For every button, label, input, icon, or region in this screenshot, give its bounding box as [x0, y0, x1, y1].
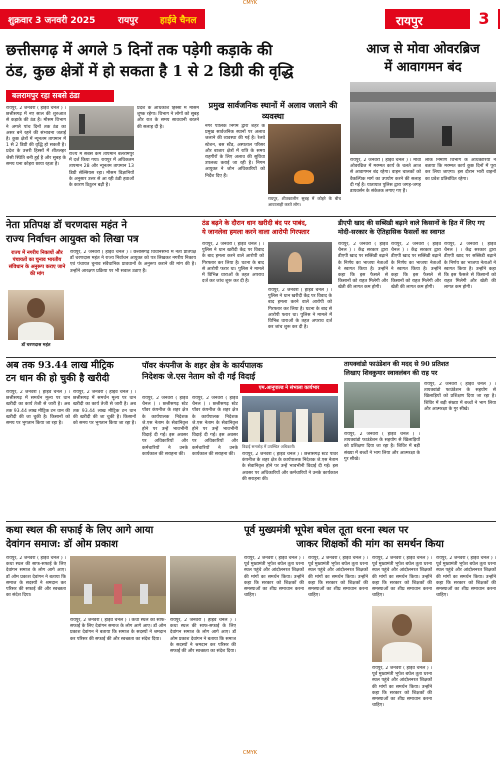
matric-body-1: रायपुर, 2 जनवरी ( हाईवे चैनल ) । छत्तीसगढ़ में समर्थन मूल्य पर धान खरीदी का कार्य तेजी से जारी है। अब तक 93.44 लाख मीट्रिक टन धान की खरीदी की जा चुकी है। किसानों को समय पर भुगतान किया जा रहा है। [6, 390, 70, 427]
mahant-photo-label: डॉ चरणदास महंत [21, 343, 51, 348]
taekwondo-body-2: रायपुर, 2 जनवरी ( हाईवे चैनल ) । तायक्वांडो फाउंडेशन के सहयोग से खिलाड़ियों को प्रशिक्षण दिया जा रहा है। शिविर में बड़ी संख्या में बच्चों ने भाग लिया और आत्मरक्षा के गुर सीखे। [344, 432, 420, 462]
bhupesh-body-3: रायपुर, 2 जनवरी ( हाईवे चैनल ) । पूर्व मुख्यमंत्री भूपेश बघेल तूता धरना स्थल पहुंचे और आंदोलनरत शिक्षकों की मांगों का समर्थन किया। उन्होंने कहा कि सरकार को शिक्षकों की समस्याओं का शीघ्र समाधान करना चाहिए। [372, 556, 432, 599]
lead-body-col-3: प्रदेश के अधिकांश हिस्सों में मौसम शुष्क रहेगा। विभाग ने लोगों को सुबह और रात के समय सावधानी बरतने की सलाह दी है। [137, 106, 199, 130]
power-photo [242, 396, 338, 442]
taekwondo-headline-line-1: तायक्वांडो फाउंडेशन की मदद से 90 प्रतिशत [344, 360, 449, 368]
dhaan-body-1: रायपुर, 2 जनवरी ( हाईवे चैनल ) । पुलिस ने धान खरीदी केंद्र पर विवाद के बाद हमला करने वाले आरोपी को गिरफ्तार कर लिया है। घटना के बाद से आरोपी फरार था। पुलिस ने मामले में विभिन्न धाराओं के तहत अपराध दर्ज कर जांच शुरू कर दी है। [202, 242, 264, 285]
overbridge-body-1: रायपुर, 2 जनवरी ( हाईवे चैनल ) । मोवा ओवरब्रिज में मरम्मत कार्य के चलते आज से आवागमन बंद रहेगा। वाहन चालकों को वैकल्पिक मार्ग का उपयोग करने की सलाह दी गई है। यातायात पुलिस द्वारा जगह-जगह डायवर्सन के संकेतक लगाए गए हैं। [350, 158, 421, 195]
section-divider-1 [6, 216, 496, 217]
lead-photo-caption: रायपुर, शीतकालीन सुबह में कोहरे के बीच आवाजाही करते लोग। [268, 196, 341, 208]
edition-city: रायपुर [118, 16, 139, 26]
dap-body-1: रायपुर, 2 जनवरी ( हाईवे चैनल ) । केंद्र सरकार द्वारा डीएपी खाद पर सब्सिडी बढ़ाने के निर्णय का भाजपा नेताओं ने स्वागत किया है। उन्होंने कहा कि इस फैसले से किसानों को राहत मिलेगी और खेती की लागत कम होगी। [338, 242, 388, 291]
bhupesh-body-4: रायपुर, 2 जनवरी ( हाईवे चैनल ) । पूर्व मुख्यमंत्री भूपेश बघेल तूता धरना स्थल पहुंचे और आंदोलनरत शिक्षकों की मांगों का समर्थन किया। उन्होंने कहा कि सरकार को शिक्षकों की समस्याओं का शीघ्र समाधान करना चाहिए। [372, 666, 432, 709]
dap-headline-line-1: डीएपी खाद की सब्सिडी बढ़ाने वाले किसानों के हित में लिए गए [338, 219, 485, 227]
katha-body-3: रायपुर, 2 जनवरी ( हाईवे चैनल ) । कथा स्थल की साफ-सफाई के लिए देवांगन समाज के लोग आगे आए। डॉ ओम प्रकाश देवांगन ने बताया कि समाज के सदस्यों ने श्रमदान कर परिसर की सफाई की और स्वच्छता का संदेश दिया। [170, 618, 236, 655]
matric-headline-line-2: टन धान की हो चुकी है खरीदी [6, 373, 110, 384]
dap-headline-line-2: मोदी-सरकार के ऐतिहासिक फैसलों का स्वागत [338, 228, 445, 236]
power-body-3: रायपुर, 2 जनवरी ( हाईवे चैनल ) । छत्तीसगढ़ स्टेट पॉवर कंपनीज के शहर क्षेत्र के कार्यपालक निदेशक जे.एस नेताम के सेवानिवृत्त होने पर उन्हें भावभीनी विदाई दी गई। इस अवसर पर अधिकारियों और कर्मचारियों ने उनके कार्यकाल की सराहना की। [242, 452, 338, 482]
katha-headline-line-1: कथा स्थल की सफाई के लिए आगे आया [6, 525, 154, 536]
paper-name: हाईवे चैनल [160, 16, 197, 26]
overbridge-body-2: लोक निर्माण विभाग के अधिकारियों ने बताया कि मरम्मत कार्य कुछ दिनों में पूरा कर लिया जाएगा। इस दौरान भारी वाहनों का प्रवेश प्रतिबंधित रहेगा। [425, 158, 496, 182]
power-body-1: रायपुर, 2 जनवरी ( हाईवे चैनल ) । छत्तीसगढ़ स्टेट पॉवर कंपनीज के शहर क्षेत्र के कार्यपालक निदेशक जे.एस नेताम के सेवानिवृत्त होने पर उन्हें भावभीनी विदाई दी गई। इस अवसर पर अधिकारियों और कर्मचारियों ने उनके कार्यकाल की सराहना की। [142, 396, 188, 457]
bhupesh-photo [372, 606, 432, 662]
katha-body-2: रायपुर, 2 जनवरी ( हाईवे चैनल ) । कथा स्थल की साफ-सफाई के लिए देवांगन समाज के लोग आगे आए। डॉ ओम प्रकाश देवांगन ने बताया कि समाज के सदस्यों ने श्रमदान कर परिसर की सफाई की और स्वच्छता का संदेश दिया। [70, 618, 166, 642]
dhaan-body-2: रायपुर, 2 जनवरी ( हाईवे चैनल ) । पुलिस ने धान खरीदी केंद्र पर विवाद के बाद हमला करने वाले आरोपी को गिरफ्तार कर लिया है। घटना के बाद से आरोपी फरार था। पुलिस ने मामले में विभिन्न धाराओं के तहत अपराध दर्ज कर जांच शुरू कर दी है। [268, 288, 332, 331]
power-headline-line-1: पॉवर कंपनीज के शहर क्षेत्र के कार्यपालक [142, 360, 263, 370]
mahant-body: रायपुर, 2 जनवरी ( हाईवे चैनल ) । छत्तीसगढ़ विधानसभा में नेता प्रतिपक्ष डॉ चरणदास महंत ने राज्य निर्वाचन आयुक्त को पत्र लिखकर नगरीय निकाय एवं पंचायत चुनाव संवैधानिक प्रावधानों के अनुरूप कराने की मांग की है। उन्होंने आरक्षण प्रक्रिया पर भी सवाल उठाए हैं। [70, 250, 196, 274]
sidebar-body-1: नगर पालिक निगम द्वारा शहर के प्रमुख सार्वजनिक स्थानों पर अलाव जलाने की व्यवस्था की गई है। रेलवे स्टेशन, बस स्टैंड, अस्पताल परिसर और बाजार क्षेत्रों में रात्रि के समय राहगीरों के लिए अलाव की सुविधा उपलब्ध कराई जा रही है। निगम आयुक्त ने जोन अधिकारियों को निर्देश दिए हैं। [205, 124, 265, 179]
overbridge-headline-line-2: में आवागमन बंद [384, 60, 462, 75]
cmyk-mark-top: CMYK [242, 0, 258, 6]
section-divider-3 [6, 521, 496, 522]
bhupesh-headline-line-1: पूर्व मुख्यमंत्री भूपेश बघेल तूता धरना स्थल पर [244, 525, 409, 536]
taekwondo-body-1: रायपुर, 2 जनवरी ( हाईवे चैनल ) । तायक्वांडो फाउंडेशन के सहयोग से खिलाड़ियों को प्रशिक्षण दिया जा रहा है। शिविर में बड़ी संख्या में बच्चों ने भाग लिया और आत्मरक्षा के गुर सीखे। [424, 382, 496, 412]
dap-body-3: रायपुर, 2 जनवरी ( हाईवे चैनल ) । केंद्र सरकार द्वारा डीएपी खाद पर सब्सिडी बढ़ाने के निर्णय का भाजपा नेताओं ने स्वागत किया है। उन्होंने कहा कि इस फैसले से किसानों को राहत मिलेगी और खेती की लागत कम होगी। [444, 242, 496, 291]
taekwondo-photo [344, 382, 420, 428]
sidebar-headline: प्रमुख सार्वजनिक स्थानों में अलाव जलाने की व्यवस्था [208, 100, 338, 121]
katha-headline-line-2: देवांगन समाज: डॉ ओम प्रकाश [6, 539, 118, 550]
katha-photo-1 [70, 556, 166, 614]
power-photo-caption: विदाई समारोह में उपस्थित अधिकारी। [242, 444, 296, 449]
bhupesh-body-2: रायपुर, 2 जनवरी ( हाईवे चैनल ) । पूर्व मुख्यमंत्री भूपेश बघेल तूता धरना स्थल पहुंचे और आंदोलनरत शिक्षकों की मांगों का समर्थन किया। उन्होंने कहा कि सरकार को शिक्षकों की समस्याओं का शीघ्र समाधान करना चाहिए। [308, 556, 368, 599]
mahant-photo [8, 290, 64, 340]
mahant-subhead: राज्य में नगरीय निकायों और पंचायतों का चुनाव भारतीय संविधान के अनुरूप कराए जाने की मांग [8, 250, 66, 277]
matric-headline-line-1: अब तक 93.44 लाख मीट्रिक [6, 360, 114, 371]
power-headline-line-2: निदेशक जे.एस नेताम को दी गई विदाई [142, 371, 256, 381]
lead-headline-line-2: ठंड, कुछ क्षेत्रों में हो सकता है 1 से 2 डिग्री की वृद्धि [6, 62, 294, 80]
issue-date: शुक्रवार 3 जनवरी 2025 [8, 16, 96, 26]
dhaan-photo [268, 242, 332, 284]
page-number: 3 [470, 9, 498, 29]
matric-body-2: रायपुर, 2 जनवरी ( हाईवे चैनल ) । छत्तीसगढ़ में समर्थन मूल्य पर धान खरीदी का कार्य तेजी से जारी है। अब तक 93.44 लाख मीट्रिक टन धान की खरीदी की जा चुकी है। किसानों को समय पर भुगतान किया जा रहा है। [73, 390, 136, 427]
bhupesh-body-5: रायपुर, 2 जनवरी ( हाईवे चैनल ) । पूर्व मुख्यमंत्री भूपेश बघेल तूता धरना स्थल पहुंचे और आंदोलनरत शिक्षकों की मांगों का समर्थन किया। उन्होंने कहा कि सरकार को शिक्षकों की समस्याओं का शीघ्र समाधान करना चाहिए। [436, 556, 496, 599]
bhupesh-body-1: रायपुर, 2 जनवरी ( हाईवे चैनल ) । पूर्व मुख्यमंत्री भूपेश बघेल तूता धरना स्थल पहुंचे और आंदोलनरत शिक्षकों की मांगों का समर्थन किया। उन्होंने कहा कि सरकार को शिक्षकों की समस्याओं का शीघ्र समाधान करना चाहिए। [244, 556, 304, 599]
lead-headline-line-1: छत्तीसगढ़ में अगले 5 दिनों तक पड़ेगी कड़ाके की [6, 41, 273, 59]
mahant-headline-line-2: राज्य निर्वाचन आयुक्त को लिखा पत्र [6, 234, 139, 245]
bhupesh-headline-line-2: जाकर शिक्षकों की मांग का समर्थन किया [296, 539, 444, 550]
lead-body-col-2: राज्य में सबसे कम तापमान बलरामपुर में दर्ज किया गया। रायपुर में अधिकतम तापमान 28 और न्यूनतम तापमान 13 डिग्री सेल्सियस रहा। मौसम विज्ञानियों के अनुसार उत्तर से आ रही ठंडी हवाओं के कारण ठिठुरन बढ़ी है। [69, 152, 134, 189]
taekwondo-headline-line-2: लिखाए शिवकुमार स्वावलंबन की राह पर [344, 369, 438, 377]
katha-photo-2 [170, 556, 236, 614]
overbridge-headline-line-1: आज से मोवा ओवरब्रिज [366, 42, 480, 57]
power-body-2: रायपुर, 2 जनवरी ( हाईवे चैनल ) । छत्तीसगढ़ स्टेट पॉवर कंपनीज के शहर क्षेत्र के कार्यपालक निदेशक जे.एस नेताम के सेवानिवृत्त होने पर उन्हें भावभीनी विदाई दी गई। इस अवसर पर अधिकारियों और कर्मचारियों ने उनके कार्यकाल की सराहना की। [192, 396, 238, 457]
section-name: रायपुर [396, 14, 423, 28]
dhaan-headline-line-1: ठंड बढ़ने के दौरान धान खरीदी बंद पर पाबंद, [202, 219, 308, 227]
mahant-headline-line-1: नेता प्रतिपक्ष डॉ चरणदास महंत ने [6, 220, 127, 231]
dhaan-headline-line-2: ये जानलेवा हमला करने वाला आरोपी गिरफ्तार [202, 228, 310, 236]
lead-photo-bonfire [268, 124, 341, 194]
katha-body-1: रायपुर, 2 जनवरी ( हाईवे चैनल ) । कथा स्थल की साफ-सफाई के लिए देवांगन समाज के लोग आगे आए। डॉ ओम प्रकाश देवांगन ने बताया कि समाज के सदस्यों ने श्रमदान कर परिसर की सफाई की और स्वच्छता का संदेश दिया। [6, 556, 66, 599]
lead-body-col-1: रायपुर, 2 जनवरी ( हाईवे चैनल ) । छत्तीसगढ़ में नए साल की शुरुआत से कड़ाके की ठंड है। मौसम विभाग ने अगले पांच दिनों तक ठंड का असर बने रहने की संभावना जताई है। कुछ क्षेत्रों में न्यूनतम तापमान में 1 से 2 डिग्री की वृद्धि हो सकती है। प्रदेश के उत्तरी हिस्सों में शीतलहर जैसी स्थिति बनी हुई है और सुबह के समय घना कोहरा छाया रहता है। [6, 106, 66, 167]
dap-body-2: रायपुर, 2 जनवरी ( हाईवे चैनल ) । केंद्र सरकार द्वारा डीएपी खाद पर सब्सिडी बढ़ाने के निर्णय का भाजपा नेताओं ने स्वागत किया है। उन्होंने कहा कि इस फैसले से किसानों को राहत मिलेगी और खेती की लागत कम होगी। [391, 242, 441, 291]
lead-photo-fog [69, 106, 134, 150]
overbridge-photo [350, 82, 496, 154]
cmyk-mark-bottom: CMYK [242, 750, 258, 756]
lead-kicker: बलरामपुर रहा सबसे ठंडा [6, 90, 114, 102]
power-kicker: एम.आनूपाल्ड ने संभाला कार्यभार [240, 384, 338, 393]
section-divider-2 [6, 357, 496, 358]
